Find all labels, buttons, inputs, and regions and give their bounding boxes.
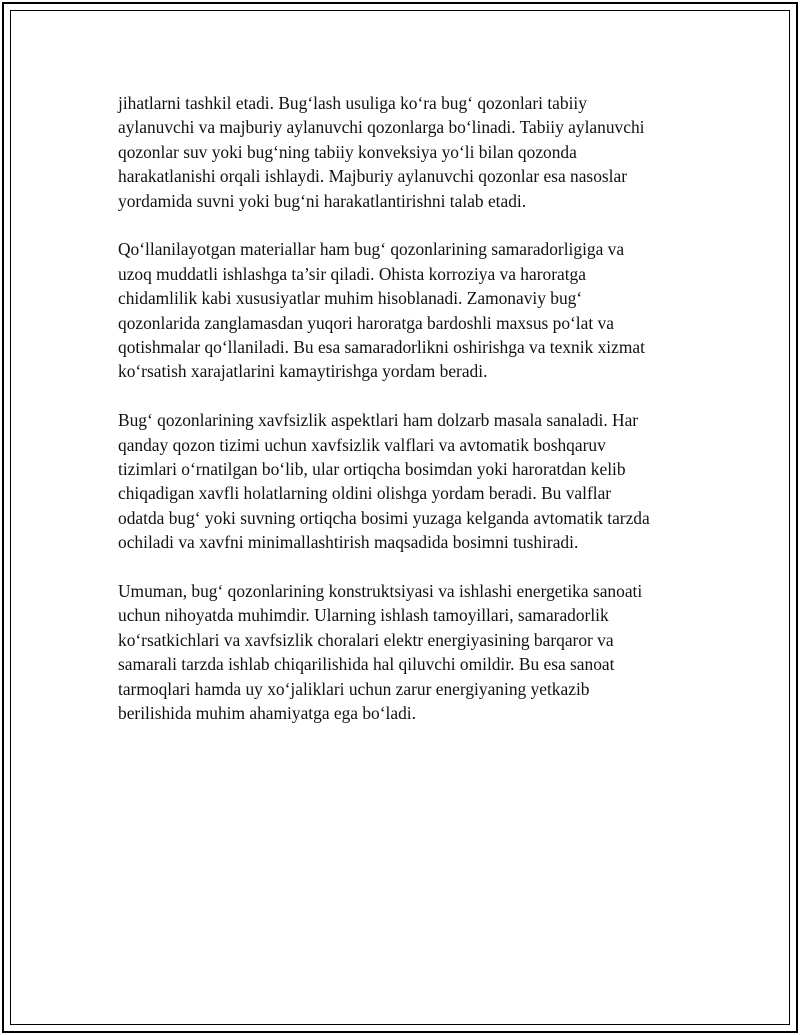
text-line: ochiladi va xavfni minimallashtirish maqsadida bosimni tushiradi.: [118, 532, 579, 553]
text-line: berilishida muhim ahamiyatga ega bo‘ladi.: [118, 703, 416, 724]
text-line: uchun nihoyatda muhimdir. Ularning ishlash tamoyillari, samaradorlik: [118, 605, 609, 626]
text-line: uzoq muddatli ishlashga ta’sir qiladi. Ohista korroziya va haroratga: [118, 263, 586, 284]
text-line: Qo‘llanilayotgan materiallar ham bug‘ qozonlarining samaradorligiga va: [118, 239, 625, 260]
paragraph-1: [118, 91, 698, 213]
text-line: jihatlarni tashkil etadi. Bug‘lash usuliga ko‘ra bug‘ qozonlari tabiiy: [118, 93, 587, 113]
text-line: ko‘rsatish xarajatlarini kamaytirishga yordam beradi.: [118, 361, 488, 382]
paragraph-3: [118, 408, 698, 554]
text-line: Bug‘ qozonlarining xavfsizlik aspektlari ham dolzarb masala sanaladi. Har: [118, 410, 639, 431]
text-line: yordamida suvni yoki bug‘ni harakatlantirishni talab etadi.: [118, 190, 527, 211]
document-body: [118, 91, 698, 750]
paragraph-4: [118, 579, 698, 725]
text-line: qanday qozon tizimi uchun xavfsizlik valflari va avtomatik boshqaruv: [118, 434, 606, 455]
text-line: samarali tarzda ishlab chiqarilishida hal qiluvchi omildir. Bu esa sanoat: [118, 654, 615, 675]
text-line: tizimlari o‘rnatilgan bo‘lib, ular ortiqcha bosimdan yoki haroratdan kelib: [118, 459, 626, 480]
text-line: qotishmalar qo‘llaniladi. Bu esa samaradorlikni oshirishga va texnik xizmat: [118, 337, 645, 358]
text-line: Umuman, bug‘ qozonlarining konstruktsiyasi va ishlashi energetika sanoati: [118, 581, 643, 602]
text-line: ko‘rsatkichlari va xavfsizlik choralari elektr energiyasining barqaror va: [118, 629, 614, 650]
text-line: qozonlar suv yoki bug‘ning tabiiy konveksiya yo‘li bilan qozonda: [118, 141, 577, 162]
text-line: tarmoqlari hamda uy xo‘jaliklari uchun zarur energiyaning yetkazib: [118, 678, 590, 699]
text-line: chidamlilik kabi xususiyatlar muhim hisoblanadi. Zamonaviy bug‘: [118, 288, 583, 309]
text-line: harakatlanishi orqali ishlaydi. Majburiy aylanuvchi qozonlar esa nasoslar: [118, 166, 628, 187]
paragraph-2: [118, 237, 698, 383]
text-line: qozonlarida zanglamasdan yuqori haroratga bardoshli maxsus po‘lat va: [118, 312, 614, 333]
text-line: odatda bug‘ yoki suvning ortiqcha bosimi yuzaga kelganda avtomatik tarzda: [118, 507, 650, 528]
text-line: aylanuvchi va majburiy aylanuvchi qozonlarga bo‘linadi. Tabiiy aylanuvchi: [118, 117, 645, 138]
text-line: chiqadigan xavfli holatlarning oldini olishga yordam beradi. Bu valflar: [118, 483, 612, 504]
